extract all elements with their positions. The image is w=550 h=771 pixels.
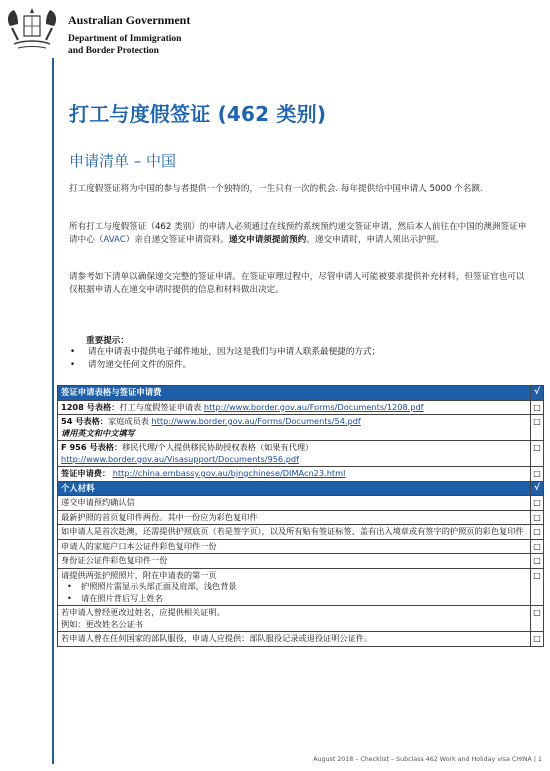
- page-subtitle: 申请清单 – 中国: [69, 152, 177, 170]
- list-item: • 请勿递交任何文件的原件。: [70, 359, 380, 372]
- checkbox[interactable]: □: [531, 441, 544, 467]
- checkbox[interactable]: □: [531, 496, 544, 511]
- table-row: 请提供两张护照照片，附在申请表的第一页 • 护照照片需显示头部正面及肩部，浅色背景 • 请在照片背后写上姓名 □: [58, 568, 544, 606]
- important-notes-title: 重要提示：: [86, 336, 129, 346]
- intro-paragraph-1: 打工度假签证将为中国的参与者提供一个独特的，一生只有一次的机会. 每年提供给中国申请人 5000 个名额.: [69, 184, 483, 194]
- intro-paragraph-2: 所有打工与度假签证（462 类别）的申请人必须通过在线预约系统预约递交签证申请，然后本人前往在中国的澳洲签证申请中心（AVAC）亲自递交签证申请资料。递交申请须提前预约。递交申请时，申请人须出示护照。: [69, 222, 527, 245]
- coat-of-arms-icon: [4, 6, 60, 54]
- check-header: √: [531, 386, 544, 401]
- table-row: 若申请人曾经更改过姓名，应提供相关证明。 例如：更改姓名公证书 □: [58, 606, 544, 632]
- form-1208-link[interactable]: http://www.border.gov.au/Forms/Documents/1208.pdf: [203, 401, 424, 412]
- table-row: 如申请人是首次赴澳，还需提供护照底页（若是签字页），以及所有贴有签证标签、盖有出入境章或有签字的护照页的彩色复印件 □: [58, 525, 544, 540]
- page-title: 打工与度假签证 (462 类别): [69, 102, 327, 126]
- table-row: 申请人的家庭户口本公证件彩色复印件一份 □: [58, 539, 544, 554]
- department-name: Department of Immigration and Border Protection: [68, 34, 182, 56]
- list-item: • 护照照片需显示头部正面及肩部，浅色背景: [61, 581, 527, 593]
- visa-fee-link[interactable]: http://china.embassy.gov.au/bjngchinese/DIMAcn23.html: [112, 468, 346, 478]
- table-row: 签证申请费： http://china.embassy.gov.au/bjngchinese/DIMAcn23.html □: [58, 467, 544, 482]
- table-row: 1208 号表格：打工与度假签证申请表 http://www.border.gov.au/Forms/Documents/1208.pdf □: [58, 400, 544, 415]
- table-row: 最新护照的首页复印件两份。其中一份应为彩色复印件 □: [58, 510, 544, 525]
- checkbox[interactable]: □: [531, 467, 544, 482]
- checkbox[interactable]: □: [531, 400, 544, 415]
- section-header-personal: 个人材料 √: [58, 481, 544, 496]
- table-row: 54 号表格：家庭成员表 http://www.border.gov.au/Forms/Documents/54.pdf 请用英文和中文填写 □: [58, 415, 544, 441]
- checkbox[interactable]: □: [531, 606, 544, 632]
- form-54-link[interactable]: http://www.border.gov.au/Forms/Documents/54.pdf: [151, 416, 361, 426]
- table-row: 若申请人曾在任何国家的部队服役，申请人应提供：部队服役记录或退役证明公证件。 □: [58, 632, 544, 647]
- checkbox[interactable]: □: [531, 510, 544, 525]
- page-footer: August 2018 – Checklist – Subclass 462 Work and Holiday visa CHINA | 1: [313, 756, 542, 763]
- checklist-table: [57, 385, 544, 647]
- government-name: Australian Government: [68, 13, 191, 27]
- table-row: 递交申请预约确认信 □: [58, 496, 544, 511]
- check-header: √: [531, 481, 544, 496]
- checkbox[interactable]: □: [531, 415, 544, 441]
- table-row: F 956 号表格：移民代理/个人提供移民协助授权表格（如果有代理） http://www.border.gov.au/Visasupport/Documents/956.pdf □: [58, 441, 544, 467]
- checkbox[interactable]: □: [531, 539, 544, 554]
- list-item: • 请在申请表中提供电子邮件地址，因为这是我们与申请人联系最便捷的方式；: [70, 346, 380, 359]
- list-item: • 请在照片背后写上姓名: [61, 593, 527, 605]
- section-header-forms: 签证申请表格与签证申请费 √: [58, 386, 544, 401]
- intro-paragraph-3: 请参考如下清单以确保递交完整的签证申请。在签证审理过程中，尽管申请人可能被要求提供补充材料，但签证官也可以仅根据申请人在递交申请时提供的信息和材料做出决定。: [69, 272, 525, 295]
- avac-link[interactable]: AVAC: [103, 235, 126, 245]
- important-notes-list: [70, 346, 380, 372]
- checkbox[interactable]: □: [531, 554, 544, 569]
- table-row: 身份证公证件彩色复印件一份 □: [58, 554, 544, 569]
- left-accent-line: [52, 58, 54, 764]
- form-956-link[interactable]: http://www.border.gov.au/Visasupport/Documents/956.pdf: [61, 453, 300, 464]
- checkbox[interactable]: □: [531, 568, 544, 606]
- checkbox[interactable]: □: [531, 525, 544, 540]
- checkbox[interactable]: □: [531, 632, 544, 647]
